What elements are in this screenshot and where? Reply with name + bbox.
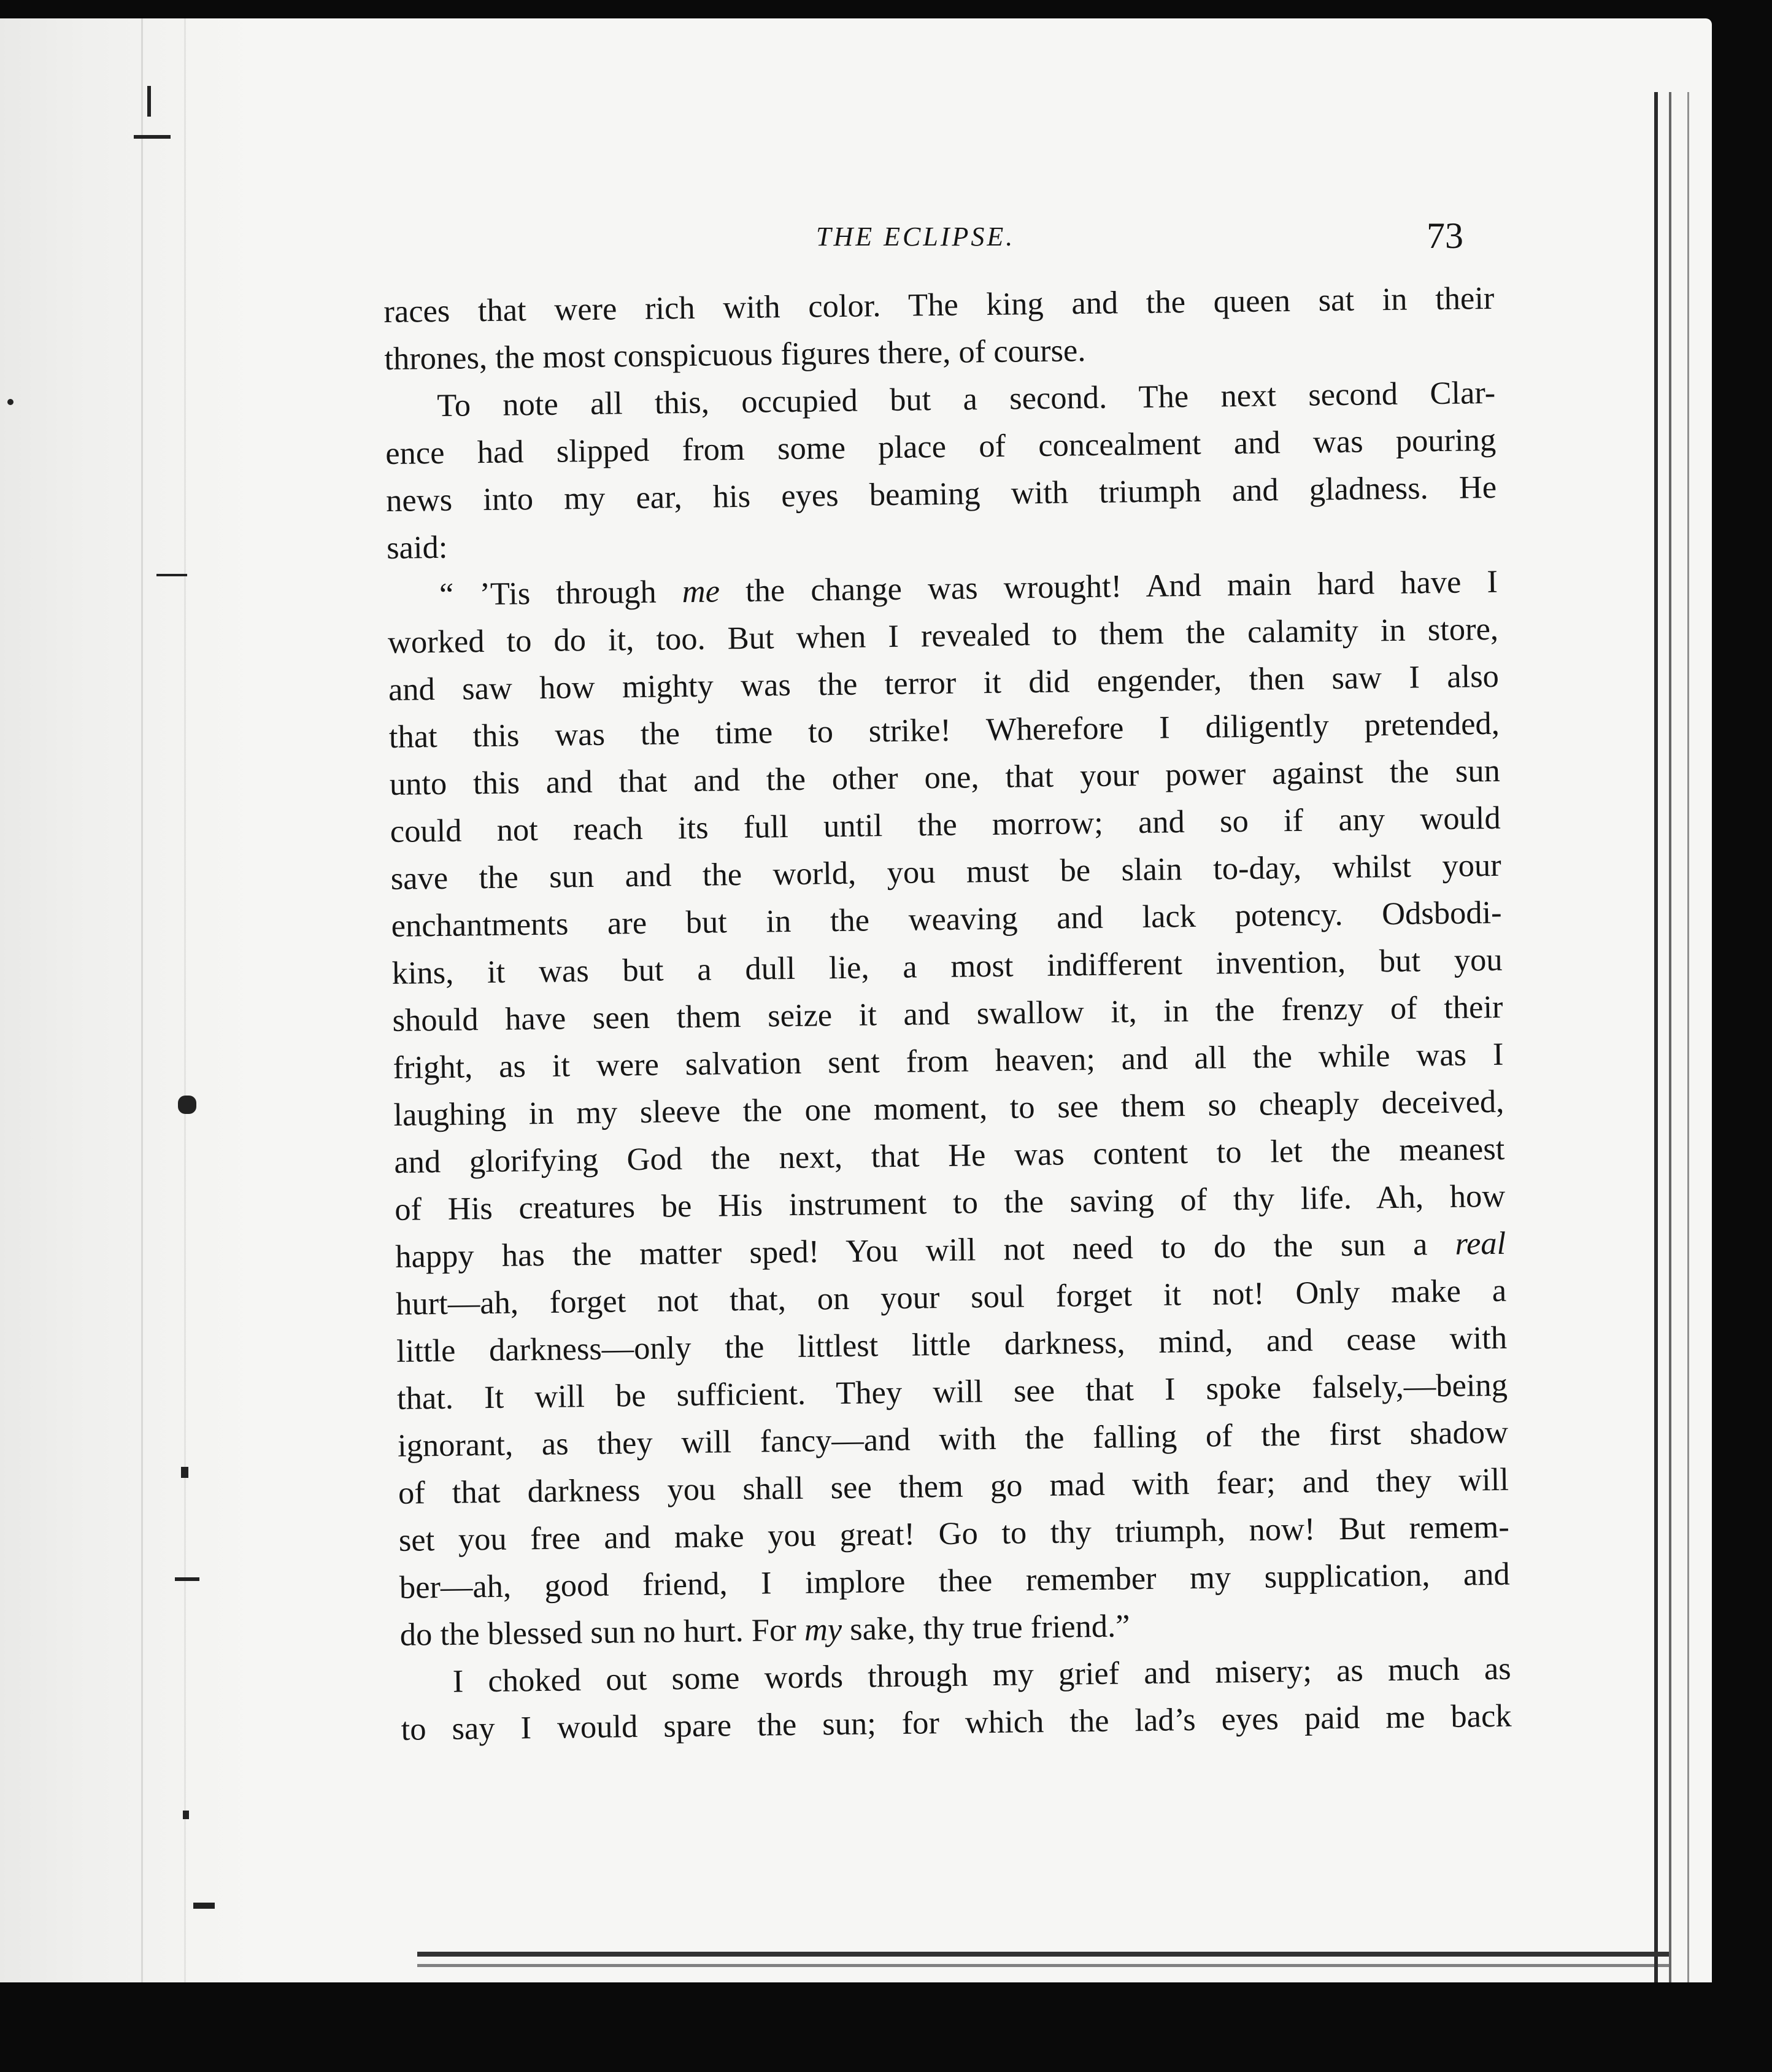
line-text: worked to do it, too. But when I revealed to them the calamity in store, bbox=[387, 611, 1499, 660]
line-text: do the blessed sun no hurt. For bbox=[399, 1612, 805, 1653]
scan-speck bbox=[175, 1577, 199, 1581]
scan-speck bbox=[181, 1467, 188, 1478]
line-text: fright, as it were salvation sent from heaven; and all the while was I bbox=[393, 1036, 1504, 1086]
line-text: news into my ear, his eyes beaming with triumph and gladness. He bbox=[385, 469, 1497, 519]
line-text: thrones, the most conspicuous figures there, of course. bbox=[384, 333, 1086, 377]
scan-speck bbox=[178, 1096, 196, 1114]
line-text: that this was the time to strike! Wherefore I diligently pretended, bbox=[388, 705, 1500, 755]
binding-gutter bbox=[0, 18, 258, 1982]
line-text: I choked out some words through my grief and misery; as much as bbox=[452, 1650, 1511, 1699]
page-number: 73 bbox=[1427, 215, 1463, 256]
line-text: hurt—ah, forget not that, on your soul forget it not! Only make a bbox=[395, 1272, 1507, 1322]
italic-emphasis: me bbox=[682, 573, 720, 610]
line-text: and glorifying God the next, that He was content to let the meanest bbox=[394, 1131, 1505, 1180]
running-title: THE ECLIPSE. bbox=[816, 222, 1015, 252]
page-edge bbox=[1687, 92, 1689, 1982]
line-text: save the sun and the world, you must be slain to-day, whilst your bbox=[390, 847, 1501, 897]
gutter-crease bbox=[141, 18, 143, 1982]
line-text: “ ’Tis through bbox=[439, 574, 683, 613]
line-text: sake, thy true friend.” bbox=[841, 1608, 1130, 1648]
italic-emphasis: real bbox=[1455, 1225, 1506, 1262]
scan-speck bbox=[183, 1811, 189, 1819]
line-text: could not reach its full until the morrow; and so if any would bbox=[390, 800, 1501, 849]
line-text: ber—ah, good friend, I implore thee remember my supplication, and bbox=[399, 1556, 1511, 1606]
line-text: enchantments are but in the weaving and lack potency. Odsbodi- bbox=[391, 894, 1502, 944]
line-text: that. It will be sufficient. They will see that I spoke falsely,—being bbox=[396, 1367, 1508, 1417]
line-text: ignorant, as they will fancy—and with the falling of the first shadow bbox=[397, 1414, 1509, 1464]
page-stack-edges bbox=[1651, 92, 1712, 1982]
italic-emphasis: my bbox=[804, 1612, 842, 1648]
page-bottom-edge bbox=[417, 1964, 1669, 1967]
line-text: little darkness—only the littlest little darkness, mind, and cease with bbox=[396, 1320, 1508, 1369]
page-header bbox=[0, 215, 1772, 264]
scan-speck bbox=[134, 135, 171, 139]
body-text bbox=[383, 275, 1512, 1753]
line-text: the change was wrought! And main hard have I bbox=[719, 563, 1498, 609]
line-text: should have seen them seize it and swallow it, in the frenzy of their bbox=[392, 989, 1503, 1038]
line-text: and saw how mighty was the terror it did engender, then saw I also bbox=[388, 658, 1500, 708]
page-edge bbox=[1669, 92, 1671, 1982]
scan-speck bbox=[7, 399, 13, 405]
line-text: ence had slipped from some place of concealment and was pouring bbox=[385, 422, 1497, 471]
line-text: kins, it was but a dull lie, a most indifferent invention, but you bbox=[391, 941, 1503, 991]
page-bottom-edge bbox=[417, 1952, 1669, 1957]
page-edge bbox=[1654, 92, 1658, 1982]
scan-speck bbox=[147, 86, 151, 117]
line-text: unto this and that and the other one, that your power against the sun bbox=[389, 752, 1501, 802]
line-text: races that were rich with color. The king and the queen sat in their bbox=[383, 280, 1495, 330]
gutter-crease bbox=[184, 18, 186, 1982]
line-text: said: bbox=[386, 529, 448, 566]
line-text: To note all this, occupied but a second. The next second Clar- bbox=[436, 374, 1496, 423]
line-text: happy has the matter sped! You will not need to do the sun a bbox=[395, 1226, 1455, 1275]
line-text: of His creatures be His instrument to the saving of thy life. Ah, how bbox=[394, 1178, 1506, 1227]
line-text: set you free and make you great! Go to thy triumph, now! But remem- bbox=[398, 1509, 1510, 1558]
line-text: to say I would spare the sun; for which the lad’s eyes paid me back bbox=[401, 1698, 1512, 1747]
line-text: laughing in my sleeve the one moment, to see them so cheaply deceived, bbox=[393, 1083, 1504, 1133]
scan-speck bbox=[193, 1903, 215, 1909]
scan-speck bbox=[156, 574, 187, 576]
line-text: of that darkness you shall see them go mad with fear; and they will bbox=[398, 1461, 1509, 1511]
